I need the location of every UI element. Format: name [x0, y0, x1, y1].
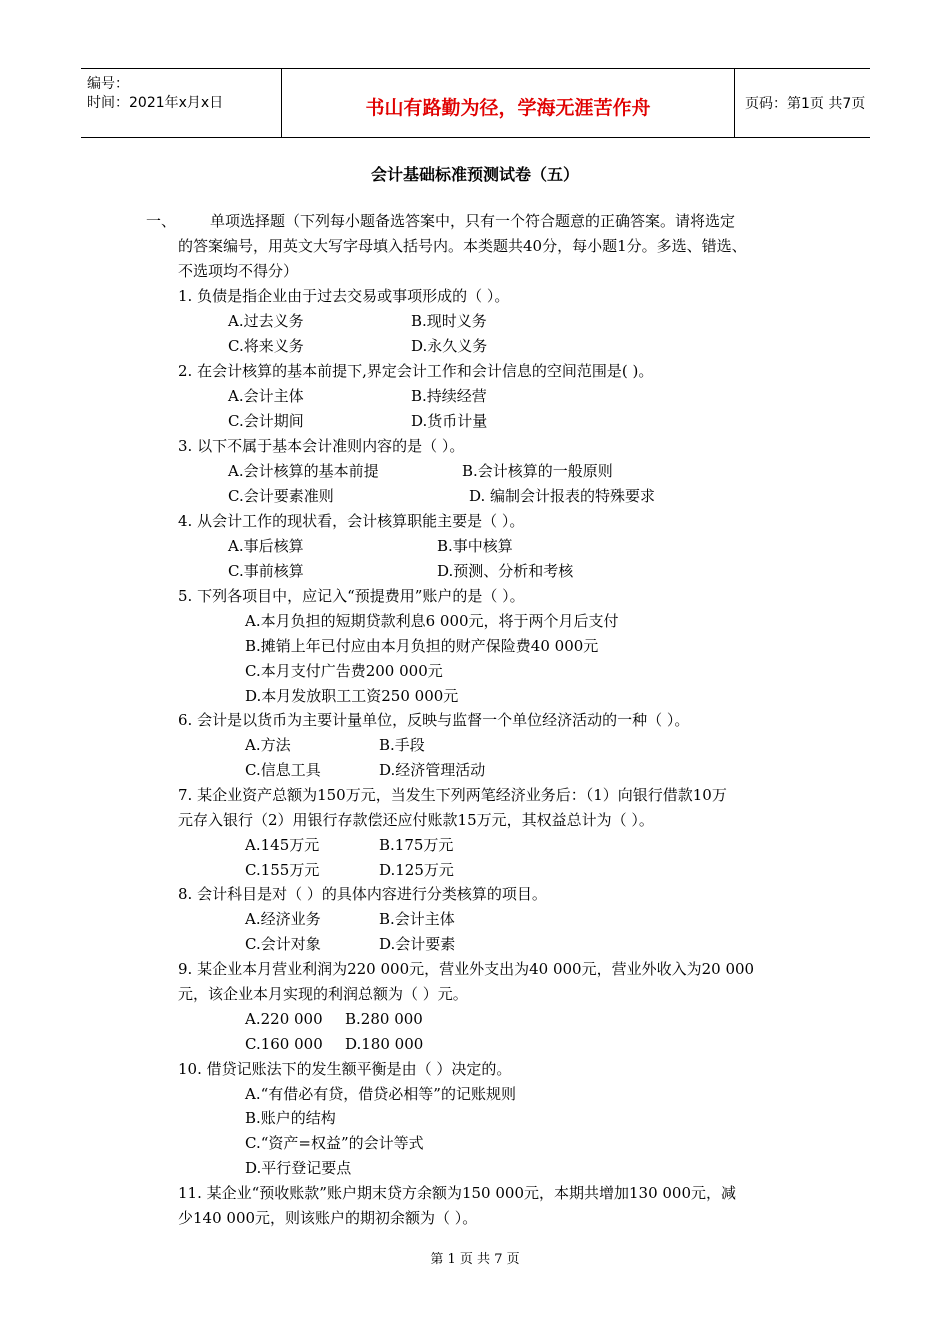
answer-option: C.会计要素准则 — [228, 487, 334, 505]
question-stem: 4. 从会计工作的现状看，会计核算职能主要是（ ）。 — [178, 512, 525, 530]
answer-option: A.事后核算 — [228, 537, 304, 555]
question-stem: 10. 借贷记账法下的发生额平衡是由（ ）决定的。 — [178, 1060, 512, 1078]
answer-option: D.预测、分析和考核 — [437, 562, 574, 580]
question-stem: 少140 000元，则该账户的期初余额为（ ）。 — [178, 1209, 478, 1227]
answer-option: C.将来义务 — [228, 337, 304, 355]
answer-option: D.本月发放职工工资250 000元 — [245, 687, 459, 705]
answer-option: C.“资产=权益”的会计等式 — [245, 1134, 424, 1152]
answer-option: B.280 000 — [345, 1010, 423, 1028]
answer-option: B.会计核算的一般原则 — [462, 462, 613, 480]
exam-title: 会计基础标准预测试卷（五） — [370, 165, 579, 184]
section-instruction-line: 不选项均不得分） — [178, 262, 299, 280]
answer-option: C.会计期间 — [228, 412, 304, 430]
document-time-label: 时间：2021年x月x日 — [87, 95, 224, 111]
answer-option: D.会计要素 — [379, 935, 456, 953]
answer-option: A.会计核算的基本前提 — [228, 462, 379, 480]
answer-option: B.持续经营 — [411, 387, 487, 405]
answer-option: B.现时义务 — [411, 312, 487, 330]
answer-option: C.会计对象 — [245, 935, 321, 953]
answer-option: A.过去义务 — [228, 312, 304, 330]
answer-option: B.会计主体 — [379, 910, 455, 928]
answer-option: C.信息工具 — [245, 761, 321, 779]
header-meta-cell — [81, 69, 281, 137]
question-stem: 8. 会计科目是对（ ）的具体内容进行分类核算的项目。 — [178, 885, 547, 903]
question-stem: 5. 下列各项目中，应记入“预提费用”账户的是（ ）。 — [178, 587, 525, 605]
answer-option: A.经济业务 — [245, 910, 321, 928]
question-stem: 元，该企业本月实现的利润总额为（ ）元。 — [178, 985, 468, 1003]
header-page-cell — [735, 69, 870, 137]
answer-option: D.永久义务 — [411, 337, 488, 355]
document-number-label: 编号： — [87, 76, 129, 92]
answer-option: B.事中核算 — [437, 537, 513, 555]
question-stem: 2. 在会计核算的基本前提下,界定会计工作和会计信息的空间范围是( )。 — [178, 362, 654, 380]
page-footer: 第 1 页 共 7 页 — [430, 1252, 520, 1267]
section-marker: 一、 — [146, 212, 177, 230]
header-motto: 书山有路勤为径，学海无涯苦作舟 — [365, 97, 651, 119]
question-stem: 6. 会计是以货币为主要计量单位，反映与监督一个单位经济活动的一种（ ）。 — [178, 711, 690, 729]
question-stem: 1. 负债是指企业由于过去交易或事项形成的（ ）。 — [178, 287, 510, 305]
answer-option: D.货币计量 — [411, 412, 488, 430]
section-instruction-line: 的答案编号，用英文大写字母填入括号内。本类题共40分，每小题1分。多选、错选、 — [178, 237, 747, 255]
answer-option: B.摊销上年已付应由本月负担的财产保险费40 000元 — [245, 637, 599, 655]
answer-option: A.本月负担的短期贷款利息6 000元，将于两个月后支付 — [245, 612, 619, 630]
question-stem: 7. 某企业资产总额为150万元，当发生下列两笔经济业务后：（1）向银行借款10万 — [178, 786, 727, 804]
question-stem: 11. 某企业“预收账款”账户期末贷方余额为150 000元，本期共增加130 000元，减 — [178, 1184, 737, 1202]
answer-option: D.平行登记要点 — [245, 1159, 352, 1177]
page-header — [81, 68, 870, 138]
answer-option: D. 编制会计报表的特殊要求 — [469, 487, 656, 505]
answer-option: A.145万元 — [245, 836, 320, 854]
answer-option: A.“有借必有贷，借贷必相等”的记账规则 — [245, 1085, 516, 1103]
answer-option: B.175万元 — [379, 836, 454, 854]
answer-option: D.125万元 — [379, 861, 454, 879]
header-motto-cell — [281, 69, 735, 137]
answer-option: A.会计主体 — [228, 387, 304, 405]
answer-option: C.事前核算 — [228, 562, 304, 580]
header-page-info: 页码：第1页 共7页 — [745, 96, 866, 112]
section-instruction-line: 单项选择题（下列每小题备选答案中，只有一个符合题意的正确答案。请将选定 — [210, 212, 736, 230]
answer-option: B.手段 — [379, 736, 425, 754]
answer-option: D.经济管理活动 — [379, 761, 486, 779]
question-stem: 9. 某企业本月营业利润为220 000元，营业外支出为40 000元，营业外收入为20 000 — [178, 960, 755, 978]
answer-option: C.155万元 — [245, 861, 320, 879]
answer-option: C.160 000 — [245, 1035, 323, 1053]
question-stem: 3. 以下不属于基本会计准则内容的是（ ）。 — [178, 437, 465, 455]
answer-option: D.180 000 — [345, 1035, 424, 1053]
answer-option: A.220 000 — [245, 1010, 323, 1028]
question-stem: 元存入银行（2）用银行存款偿还应付账款15万元，其权益总计为（ ）。 — [178, 811, 654, 829]
answer-option: C.本月支付广告费200 000元 — [245, 662, 443, 680]
answer-option: A.方法 — [245, 736, 291, 754]
answer-option: B.账户的结构 — [245, 1109, 336, 1127]
